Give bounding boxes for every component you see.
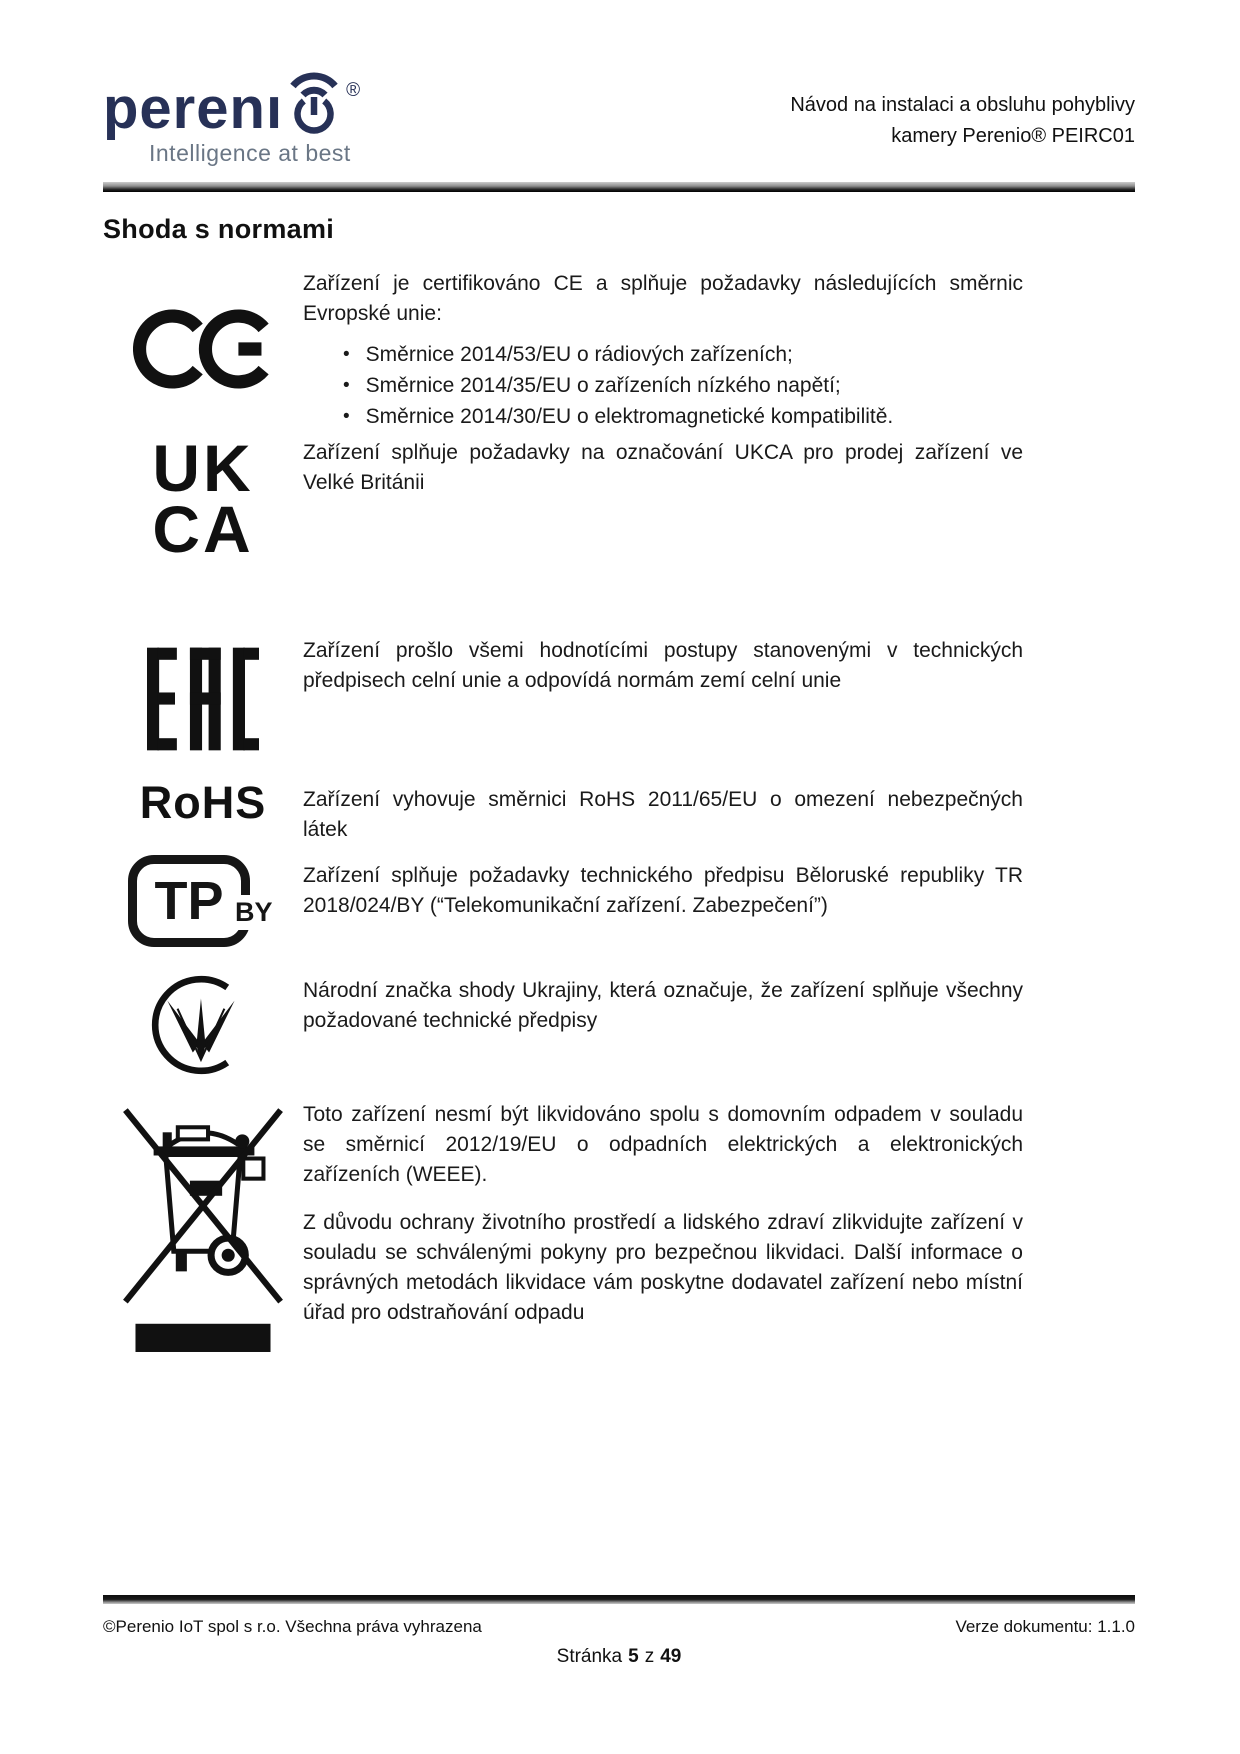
section-eac-paragraph: Zařízení prošlo všemi hodnotícími postupy stanovenými v technických předpisech celní unie a odpovídá normám zemí celní unie xyxy=(303,639,1023,692)
tp-label: TP xyxy=(154,871,224,931)
eac-mark-icon xyxy=(147,644,259,759)
list-item-text: • Směrnice 2014/53/EU o rádiových zařízeních; xyxy=(365,343,793,366)
list-item-text: • Směrnice 2014/30/EU o elektromagnetické kompatibilitě. xyxy=(365,405,894,428)
list-item xyxy=(343,339,1023,370)
page-number-separator: z xyxy=(644,1646,655,1667)
page-number xyxy=(103,1646,1135,1668)
section-weee xyxy=(103,1100,1135,1359)
document-title xyxy=(790,62,1135,152)
ce-mark-icon xyxy=(133,299,273,399)
section-ukca xyxy=(103,431,1135,628)
ukca-line1: UK xyxy=(152,431,254,505)
section-ukraine xyxy=(103,976,1135,1088)
page-number-current: 5 xyxy=(628,1646,639,1667)
footer-version: Verze dokumentu: 1.1.0 xyxy=(955,1617,1135,1636)
section-rohs-paragraph: Zařízení vyhovuje směrnici RoHS 2011/65/EU o omezení nebezpečných látek xyxy=(303,788,1023,841)
section-tp-by-paragraph: Zařízení splňuje požadavky technického předpisu Běloruské republiky TR 2018/024/BY (“Telekomunikační zařízení. Zabezpečení”) xyxy=(303,864,1023,917)
perenio-logo xyxy=(103,62,360,165)
page-title: Shoda s normami xyxy=(103,214,335,244)
section-tp-by xyxy=(103,861,1135,961)
header-divider xyxy=(103,182,1135,192)
ukca-mark-icon xyxy=(152,431,254,566)
brand-tagline: Intelligence at best xyxy=(149,140,351,166)
ce-directives-list xyxy=(343,339,1023,432)
footer-divider xyxy=(103,1595,1135,1604)
footer-copyright: ©Perenio IoT spol s r.o. Všechna práva vyhrazena xyxy=(103,1617,482,1636)
page-number-total: 49 xyxy=(660,1646,682,1667)
section-weee-paragraph1: Toto zařízení nesmí být likvidováno spolu s domovním odpadem v souladu se směrnicí 2012/19/EU o odpadních elektrických a elektronických zařízeních (WEEE). xyxy=(303,1103,1023,1186)
page-header xyxy=(103,62,1135,180)
registered-trademark: ® xyxy=(346,80,361,101)
list-item xyxy=(343,370,1023,401)
brand-wordmark: perenı xyxy=(103,76,284,141)
rohs-mark-icon: RoHS xyxy=(139,777,267,828)
weee-crossed-bin-icon xyxy=(113,1092,293,1359)
page-number-prefix: Stránka xyxy=(556,1646,623,1667)
page-footer xyxy=(103,1595,1135,1668)
tp-by-label: BY xyxy=(231,895,273,930)
section-ukca-paragraph: Zařízení splňuje požadavky na označování UKCA pro prodej zařízení ve Velké Británii xyxy=(303,441,1023,494)
section-ukraine-paragraph: Národní značka shody Ukrajiny, která označuje, že zařízení splňuje všechny požadované technické předpisy xyxy=(303,979,1023,1032)
list-item xyxy=(343,401,1023,432)
document-title-line2: kamery Perenio® PEIRC01 xyxy=(891,125,1135,147)
power-wifi-icon xyxy=(285,62,343,140)
section-eac xyxy=(103,636,1135,759)
ukca-line2: CA xyxy=(152,491,254,566)
ukraine-conformity-mark-icon xyxy=(147,968,259,1085)
list-item-text: • Směrnice 2014/35/EU o zařízeních nízkého napětí; xyxy=(365,374,841,397)
section-ce xyxy=(103,269,1135,432)
section-weee-paragraph2: Z důvodu ochrany životního prostředí a lidského zdraví zlikvidujte zařízení v souladu se schválenými pokyny pro bezpečnou likvidaci. Další informace o správných metodách likvidace vám poskytne dodavatel zařízení nebo místní úřad pro odstraňování odpadu xyxy=(303,1211,1023,1324)
section-ce-paragraph: Zařízení je certifikováno CE a splňuje požadavky následujících směrnic Evropské unie: xyxy=(303,272,1023,325)
section-rohs xyxy=(103,777,1135,845)
document-title-line1: Návod na instalaci a obsluhu pohyblivy xyxy=(790,94,1135,116)
tp-by-mark-icon xyxy=(128,855,278,947)
